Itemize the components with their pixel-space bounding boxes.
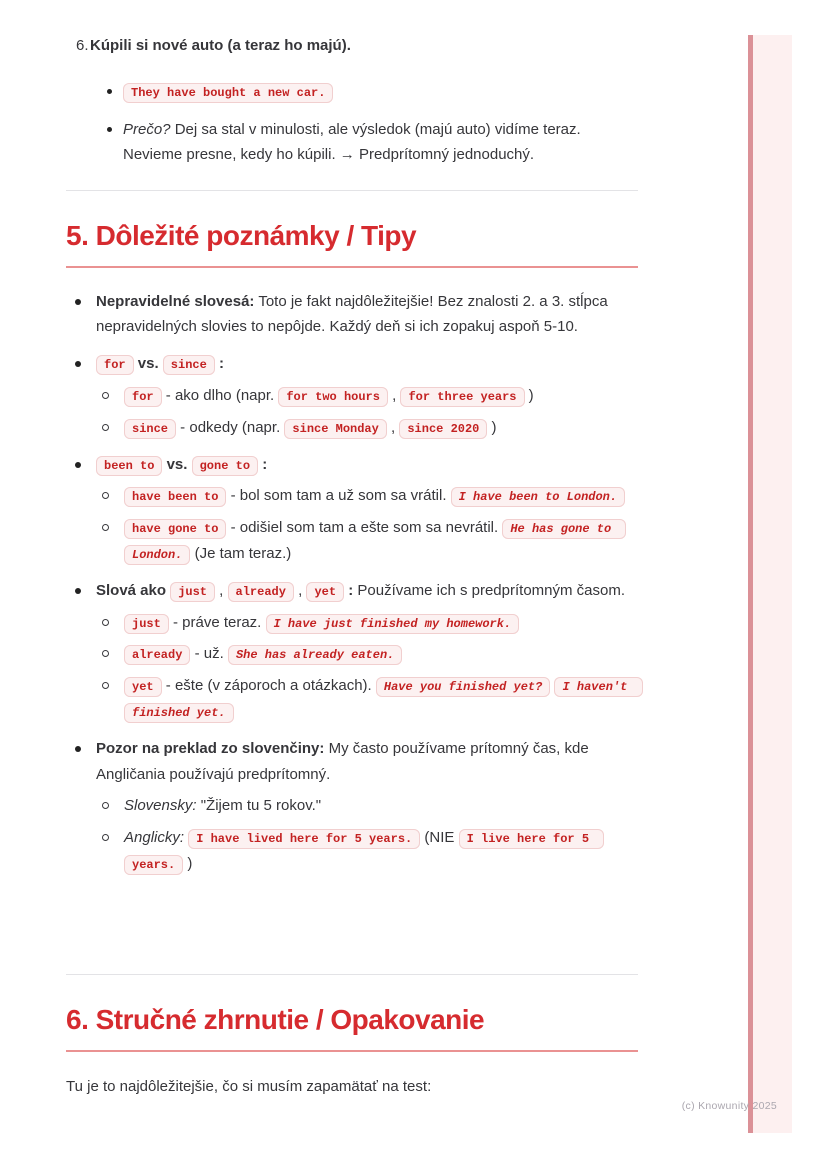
list-item-text: [124, 614, 519, 631]
list-item: [124, 825, 638, 877]
code-chip: I have lived here for 5 years.: [188, 829, 420, 849]
code-chip: have gone to: [124, 519, 226, 539]
list-item-text: [124, 419, 497, 436]
text-run: vs.: [162, 455, 192, 473]
text-run: vs.: [133, 355, 163, 373]
list-item-text: [123, 83, 333, 100]
nested-bullet-list: [96, 610, 638, 725]
text-run: "Žijem tu 5 rokov.": [196, 797, 322, 815]
code-chip: since: [124, 419, 176, 439]
text-run: (NIE: [420, 829, 459, 847]
code-chip: just: [170, 582, 215, 602]
code-chip: since: [163, 355, 215, 375]
code-chip: yet: [124, 677, 162, 697]
text-run: - odišiel som tam a ešte som sa nevrátil.: [226, 519, 503, 537]
nested-bullet-list: [96, 383, 638, 441]
code-chip: for three years: [400, 387, 524, 407]
intro-text: Tu je to najdôležitejšie, čo si musím zapamätať na test:: [66, 1077, 432, 1095]
list-item-text: [124, 797, 321, 814]
list-item: [124, 415, 638, 441]
text-run: ): [524, 386, 534, 404]
text-run: Prečo?: [123, 120, 171, 138]
list-item: [96, 289, 638, 341]
section-heading: 5. Dôležité poznámky / Tipy: [66, 219, 638, 268]
code-chip: for two hours: [278, 387, 388, 407]
text-run: - už.: [190, 645, 228, 663]
code-chip: She has already eaten.: [228, 645, 402, 665]
text-run: Pozor na preklad zo slovenčiny:: [96, 739, 325, 757]
code-chip: gone to: [192, 456, 258, 476]
text-run: Slová ako: [96, 581, 171, 599]
code-chip: since 2020: [399, 419, 487, 439]
text-run: - bol som tam a už som sa vrátil.: [226, 487, 451, 505]
code-chip: just: [124, 614, 169, 634]
list-item: [124, 673, 638, 725]
text-run: - ako dlho (napr.: [161, 386, 279, 404]
text-run: Používame ich s predprítomným časom.: [353, 581, 626, 599]
list-item: [124, 793, 638, 819]
list-item-text: [124, 645, 402, 662]
code-chip: He has gone to London.: [124, 519, 626, 565]
list-item-text: [124, 487, 625, 504]
page-edge-bar-line: [748, 35, 753, 1133]
list-item: [96, 351, 638, 440]
code-chip: Have you finished yet?: [376, 677, 550, 697]
page-edge-bar-background: [753, 35, 792, 1133]
code-chip: yet: [306, 582, 344, 602]
text-run: :: [214, 355, 224, 373]
text-run: Anglicky:: [124, 829, 185, 847]
code-chip: I live here for 5 years.: [124, 829, 604, 875]
code-chip: have been to: [124, 487, 226, 507]
list-item-text: [96, 293, 608, 336]
list-item: [123, 117, 638, 169]
text-run: ): [487, 418, 497, 436]
list-item: [124, 515, 638, 567]
copyright-notice: (c) Knowunity 2025: [681, 1100, 777, 1112]
list-item-body: [90, 33, 638, 180]
notes-bullet-list: [66, 289, 638, 877]
code-chip: already: [228, 582, 294, 602]
text-run: :: [344, 581, 354, 599]
text-run: ,: [293, 581, 307, 599]
text-run: Dej sa stal v minulosti, ale výsledok (majú auto) vidíme teraz. Nevieme presne, kedy ho kúpili. → Predprítomný jednoduchý.: [123, 120, 581, 164]
code-chip: for: [124, 387, 162, 407]
section-divider: [66, 974, 638, 975]
code-chip: I haven't finished yet.: [124, 677, 643, 723]
list-item: [123, 79, 638, 105]
list-item-text: [96, 355, 224, 372]
nested-bullet-list: [96, 483, 638, 566]
code-chip: They have bought a new car.: [123, 83, 333, 103]
numbered-item-6-block: [66, 33, 638, 180]
code-chip: I have just finished my homework.: [266, 614, 520, 634]
list-item-text: [124, 519, 626, 562]
section-6: [66, 974, 638, 1099]
code-chip: for: [96, 355, 134, 375]
text-run: - ešte (v záporoch a otázkach).: [161, 677, 376, 695]
text-run: ,: [387, 386, 401, 404]
list-number: 6.: [76, 37, 89, 54]
list-item-text: [124, 387, 534, 404]
code-chip: been to: [96, 456, 162, 476]
list-item: [124, 641, 638, 667]
list-item: [96, 452, 638, 567]
text-run: Slovensky:: [124, 797, 197, 815]
list-item-title: Kúpili si nové auto (a teraz ho majú).: [90, 37, 351, 54]
code-chip: since Monday: [284, 419, 386, 439]
text-run: Toto je fakt najdôležitejšie! Bez znalosti 2. a 3. stĺpca nepravidelných slovies to nepôjde. Každý deň si ich zopakuj aspoň 5-10.: [96, 292, 608, 336]
section-5: [66, 190, 638, 888]
text-run: :: [258, 455, 268, 473]
text-run: ,: [386, 418, 400, 436]
text-run: ,: [215, 581, 228, 599]
text-run: - odkedy (napr.: [176, 418, 285, 436]
list-item-text: [96, 456, 267, 473]
section-divider: [66, 190, 638, 191]
list-item: [124, 383, 638, 409]
numbered-list-item: [66, 33, 638, 180]
section-heading: 6. Stručné zhrnutie / Opakovanie: [66, 1003, 638, 1052]
list-item: [124, 483, 638, 509]
list-item: [96, 578, 638, 725]
code-chip: already: [124, 645, 190, 665]
list-item-text: [123, 121, 581, 164]
list-item: [124, 610, 638, 636]
list-item-text: [96, 582, 625, 599]
code-chip: I have been to London.: [451, 487, 625, 507]
text-run: My často používame prítomný čas, kde Angličania používajú predprítomný.: [96, 739, 589, 783]
text-run: ): [183, 854, 193, 872]
list-item-text: [124, 677, 643, 720]
list-item: [96, 736, 638, 877]
nested-bullet-list: [96, 793, 638, 876]
text-run: Nepravidelné slovesá:: [96, 292, 255, 310]
text-run: - práve teraz.: [168, 613, 266, 631]
list-item-text: [96, 740, 589, 783]
text-run: (Je tam teraz.): [190, 544, 292, 562]
nested-bullet-list: [90, 79, 638, 168]
list-item-text: [124, 829, 604, 872]
